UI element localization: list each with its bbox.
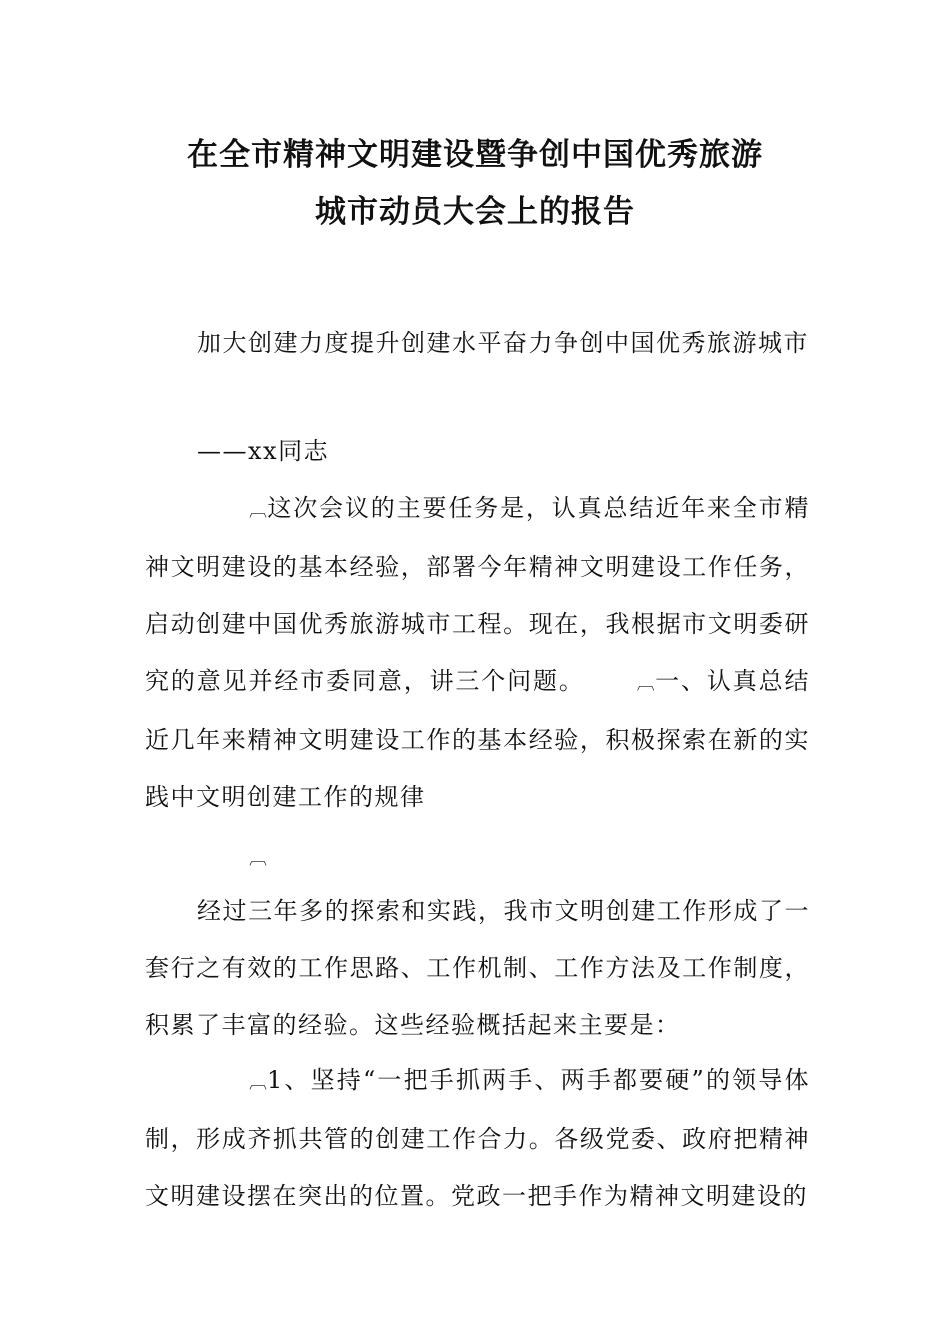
paragraph-1-text: 这次会议的主要任务是，认真总结近年来全市精神文明建设的基本经验，部署今年精神文明建设工作任务，启动创建中国优秀旅游城市工程。现在，我根据市文明委研究的意见并经市委同意，讲三个问题。 [145, 494, 810, 695]
subtitle-block [145, 315, 810, 372]
title-line-2: 城市动员大会上的报告 [315, 194, 635, 230]
subtitle: 加大创建力度提升创建水平奋力争创中国优秀旅游城市 [197, 329, 809, 357]
paragraph-2 [145, 883, 810, 1054]
title-line-1: 在全市精神文明建设暨争创中国优秀旅游 [187, 137, 763, 173]
paragraph-2-text: 经过三年多的探索和实践，我市文明创建工作形成了一套行之有效的工作思路、工作机制、工作方法及工作制度，积累了丰富的经验。这些经验概括起来主要是： [145, 897, 810, 1039]
paragraph-1 [145, 480, 810, 826]
paragraph-3-text: 1、坚持“一把手抓两手、两手都要硬”的领导体制，形成齐抓共管的创建工作合力。各级党委、政府把精神文明建设摆在突出的位置。党政一把手作为精神文明建设的 [145, 1066, 810, 1210]
author-line: ——xx同志 [197, 437, 330, 465]
document-title [120, 127, 830, 241]
section-heading-1: 一、认真总结近几年来精神文明建设工作的基本经验，积极探索在新的实践中文明创建工作的规律 [145, 667, 810, 811]
section-marker: ︹ [249, 848, 267, 869]
paragraph-3 [145, 1052, 810, 1225]
section-marker: ︹ [249, 500, 267, 521]
marker-line [145, 828, 810, 887]
author-block [145, 423, 810, 480]
section-marker: ︹ [636, 673, 655, 694]
section-marker: ︹ [249, 1072, 267, 1093]
